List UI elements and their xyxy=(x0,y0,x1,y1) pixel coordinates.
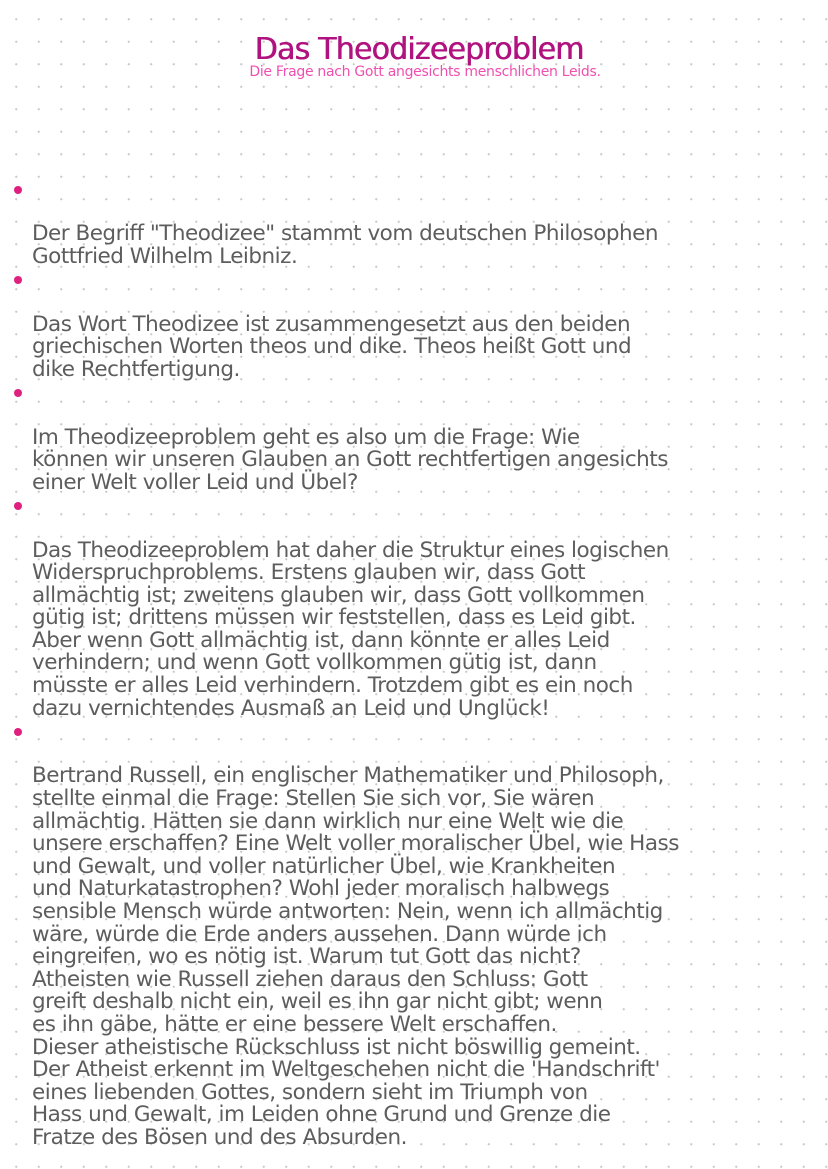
bullet-dot-icon xyxy=(14,728,22,736)
bullet-item-contradiction xyxy=(14,494,826,720)
page-header xyxy=(0,30,828,79)
bullet-text: Das Wort Theodizee ist zusammengesetzt aus den beiden griechischen Worten theos und dike. Theos heißt Gott und dike Rechtfertigung. xyxy=(32,311,632,382)
bullet-dot-icon xyxy=(14,276,22,284)
bullet-item-russell xyxy=(14,720,826,1149)
bullet-text: Das Theodizeeproblem hat daher die Struktur eines logischen Widerspruchproblems. Erstens glauben wir, dass Gott allmächtig ist; zweitens glauben wir, dass Gott vollkommen gütig ist; drittens müssen wir feststellen, dass es Leid gibt. Aber wenn Gott allmächtig ist, dann könnte er alles Leid verhindern; und wenn Gott vollkommen gütig ist, dann müsste er alles Leid verhindern. Trotzdem gibt es ein noch dazu vernichtendes Ausmaß an Leid und Unglück! xyxy=(32,537,669,721)
bullet-text: Im Theodizeeproblem geht es also um die Frage: Wie können wir unseren Glauben an Gott rechtfertigen angesichts einer Welt voller Leid und Übel? xyxy=(32,424,668,495)
page-title: Das Theodizeeproblem xyxy=(254,32,584,67)
page-subtitle: Die Frage nach Gott angesichts menschlichen Leids. xyxy=(249,64,601,80)
bullet-text: Der Begriff "Theodizee" stammt vom deutschen Philosophen Gottfried Wilhelm Leibniz. xyxy=(32,221,659,269)
bullet-dot-icon xyxy=(14,502,22,510)
bullet-text: Bertrand Russell, ein englischer Mathematiker und Philosoph, stellte einmal die Frage: Stellen Sie sich vor, Sie wären allmächtig. Hätten sie dann wirklich nur eine Welt wie die unsere erschaffen? Eine Welt voller moralischer Übel, wie Hass und Gewalt, und voller natürlicher Übel, wie Krankheiten und Naturkatastrophen? Wohl jeder moralisch halbwegs sensible Mensch würde antworten: Nein, wenn ich allmächtig wäre, würde die Erde anders aussehen. Dann würde ich eingreifen, wo es nötig ist. Warum tut Gott das nicht? Atheisten wie Russell ziehen daraus den Schluss: Gott greift deshalb nicht ein, weil es ihn gar nicht gibt; wenn es ihn gäbe, hätte er eine bessere Welt erschaffen. Dieser atheistische Rückschluss ist nicht böswillig gemeint. Der Atheist erkennt im Weltgeschehen nicht die 'Handschrift' eines liebenden Gottes, sondern sieht im Triumph von Hass und Gewalt, im Leiden ohne Grund und Grenze die Fratze des Bösen und des Absurden. xyxy=(32,763,679,1150)
bullet-item-leibniz xyxy=(14,178,826,268)
bullet-list xyxy=(14,178,826,1150)
bullet-dot-icon xyxy=(14,389,22,397)
bullet-dot-icon xyxy=(14,186,22,194)
bullet-item-etymology xyxy=(14,268,826,381)
bullet-item-question xyxy=(14,381,826,494)
